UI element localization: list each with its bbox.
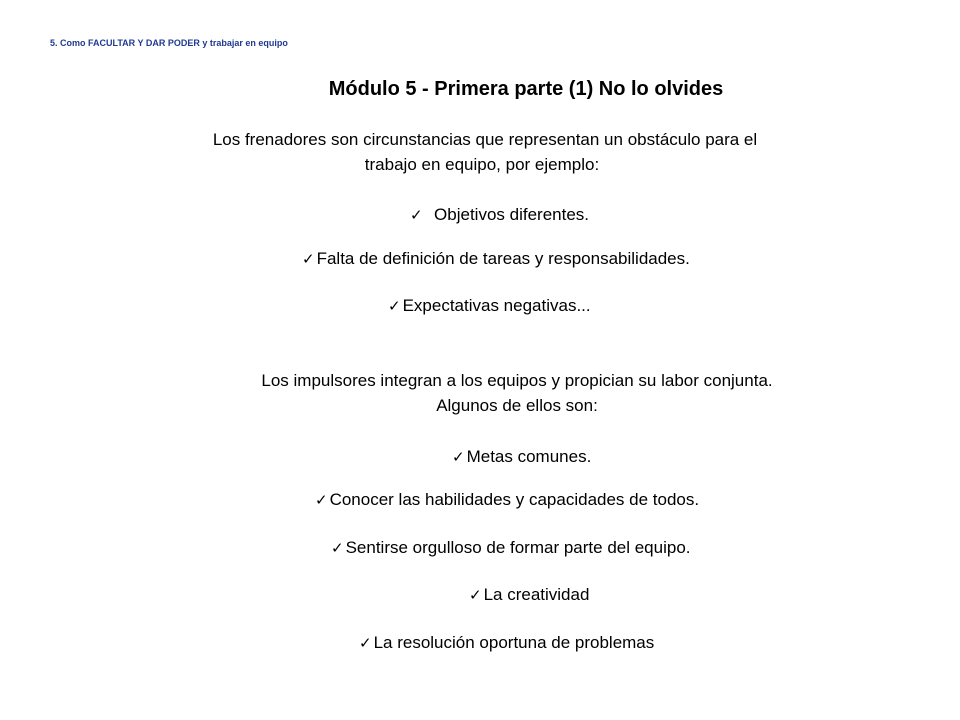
frenador-item-3 [388, 294, 591, 319]
impulsor-item-4 [469, 583, 589, 608]
frenadores-intro-line-1: Los frenadores son circunstancias que representan un obstáculo para el [212, 130, 758, 149]
frenador-item-label: Falta de definición de tareas y responsabilidades. [316, 249, 690, 268]
checkmark-icon: ✓ [410, 207, 423, 224]
impulsor-item-label: Conocer las habilidades y capacidades de todos. [329, 490, 700, 509]
impulsores-intro-line-2: Algunos de ellos son: [436, 396, 598, 415]
frenador-item-label: Expectativas negativas... [402, 296, 591, 315]
impulsor-item-label: Sentirse orgulloso de formar parte del equipo. [345, 538, 691, 557]
impulsores-intro-line-1: Los impulsores integran a los equipos y propician su labor conjunta. [261, 371, 773, 390]
checkmark-icon: ✓ [315, 492, 328, 509]
frenador-item-1 [410, 203, 589, 228]
impulsor-item-label: Metas comunes. [466, 447, 592, 466]
frenadores-intro-line-2: trabajo en equipo, por ejemplo: [364, 155, 600, 174]
section-header: 5. Como FACULTAR Y DAR PODER y trabajar en equipo [50, 38, 288, 48]
impulsor-item-2 [315, 488, 699, 513]
impulsor-item-5 [359, 631, 654, 656]
impulsores-intro [0, 368, 960, 418]
checkmark-icon: ✓ [331, 540, 344, 557]
checkmark-icon: ✓ [388, 298, 401, 315]
frenadores-intro [0, 127, 960, 177]
impulsor-item-3 [331, 536, 691, 561]
frenador-item-2 [302, 247, 690, 272]
checkmark-icon: ✓ [469, 587, 482, 604]
frenador-item-label: Objetivos diferentes. [434, 205, 589, 224]
checkmark-icon: ✓ [302, 251, 315, 268]
impulsor-item-label: La resolución oportuna de problemas [373, 633, 655, 652]
checkmark-icon: ✓ [452, 449, 465, 466]
checkmark-icon: ✓ [359, 635, 372, 652]
page-title: Módulo 5 - Primera parte (1) No lo olvides [328, 78, 724, 100]
impulsor-item-1 [452, 445, 591, 470]
impulsor-item-label: La creatividad [483, 585, 590, 604]
